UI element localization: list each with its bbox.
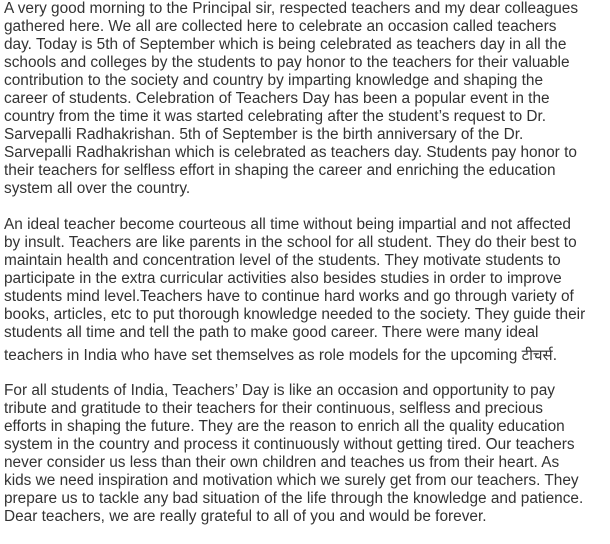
text-line: A very good morning to the Principal sir, respected teachers and my dear colleagues <box>4 0 579 17</box>
text-line: country from the time it was started celebrating after the student’s request to Dr. <box>4 108 547 125</box>
hindi-word: टीचर्स <box>521 346 553 364</box>
text-line: books, articles, etc to put thorough knowledge needed to the society. They guide their <box>4 306 586 323</box>
text-line: students all time and tell the path to make good career. There were many ideal <box>4 324 539 341</box>
text-line: Sarvepalli Radhakrishan. 5th of September is the birth anniversary of the Dr. <box>4 126 524 143</box>
paragraph-3 <box>4 382 610 526</box>
text-line-mixed-script <box>4 342 610 364</box>
text-line: Dear teachers, we are really grateful to all of you and would be forever. <box>4 508 487 525</box>
text-line: For all students of India, Teachers’ Day is like an occasion and opportunity to pay <box>4 382 555 399</box>
text-line: never consider us less than their own children and teaches us from their heart. As <box>4 454 560 471</box>
text-line: An ideal teacher become courteous all time without being impartial and not affected <box>4 216 571 233</box>
text-line: system in the country and process it continuously without getting tired. Our teachers <box>4 436 575 453</box>
paragraph-2 <box>4 216 610 364</box>
text-fragment: . <box>552 347 557 364</box>
text-line: tribute and gratitude to their teachers for their continuous, selfless and precious <box>4 400 543 417</box>
text-fragment: teachers in India who have set themselves as role models for the upcoming <box>4 347 522 364</box>
text-line: kids we need inspiration and motivation which we surely get from our teachers. They <box>4 472 579 489</box>
text-line: efforts in shaping the future. They are the reason to enrich all the quality education <box>4 418 565 435</box>
text-line: system all over the country. <box>4 180 191 197</box>
text-line: schools and colleges by the students to pay honor to the teachers for their valuable <box>4 54 570 71</box>
text-line: by insult. Teachers are like parents in the school for all student. They do their best to <box>4 234 577 251</box>
speech-document <box>4 0 610 544</box>
text-line: participate in the extra curricular activities also besides studies in order to improve <box>4 270 562 287</box>
text-line: day. Today is 5th of September which is being celebrated as teachers day in all the <box>4 36 567 53</box>
text-line: gathered here. We all are collected here to celebrate an occasion called teachers <box>4 18 557 35</box>
text-line: prepare us to tackle any bad situation of the life through the knowledge and patience. <box>4 490 584 507</box>
paragraph-1 <box>4 0 610 198</box>
text-line: contribution to the society and country by imparting knowledge and shaping the <box>4 72 544 89</box>
text-line: their teachers for selfless effort in shaping the career and enriching the education <box>4 162 556 179</box>
text-line: maintain health and concentration level of the students. They motivate students to <box>4 252 561 269</box>
text-line: Sarvepalli Radhakrishan which is celebrated as teachers day. Students pay honor to <box>4 144 577 161</box>
text-line: career of students. Celebration of Teachers Day has been a popular event in the <box>4 90 550 107</box>
text-line: students mind level.Teachers have to continue hard works and go through variety of <box>4 288 574 305</box>
